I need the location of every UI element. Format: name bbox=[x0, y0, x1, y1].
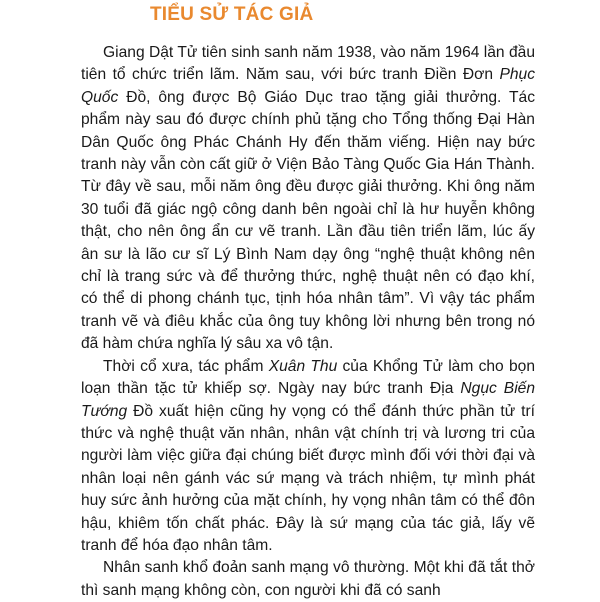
italic-title: Ngục Biến Tướng bbox=[81, 380, 535, 420]
text-segment: Giang Dật Tử tiên sinh sanh năm 1938, vào năm 1964 lần đầu tiên tổ chức triển lãm. Năm sau, với bức tranh Điền Đơn bbox=[81, 44, 535, 84]
biography-body bbox=[81, 42, 535, 602]
paragraph-2 bbox=[81, 356, 535, 558]
paragraph-1 bbox=[81, 42, 535, 356]
paragraph-3 bbox=[81, 557, 535, 602]
text-segment: của Khổng Tử làm cho bọn loạn thần tặc tử khiếp sợ. Ngày nay bức tranh Địa bbox=[81, 357, 535, 398]
text-segment: Đồ xuất hiện cũng hy vọng có thể đánh thức phần tử trí thức và nghệ thuật văn nhân, nhân vật chính trị và lương tri của người làm việc giữa đại chúng biết được mình đối với thời đại và nhân loại nên gánh vác sứ mạng và trách nhiệm, tự mình phát huy sức ảnh hưởng của mặt chính, hy vọng nhân tâm có thể đôn hậu, khiêm tốn chất phác. Đây là sứ mạng của tác giả, lấy vẽ tranh để hóa đạo nhân tâm. bbox=[81, 402, 535, 554]
text-segment: Nhân sanh khổ đoản sanh mạng vô thường. Một khi đã tắt thở thì sanh mạng không còn, con người khi đã có sanh bbox=[81, 559, 535, 599]
italic-title: Phục Quốc bbox=[81, 66, 535, 106]
text-segment: Đồ, ông được Bộ Giáo Dục trao tặng giải thưởng. Tác phẩm này sau đó được chính phủ tặng cho Tổng thống Đại Hàn Dân Quốc ông Phác Chánh Hy đến thăm viếng. Hiện nay bức tranh này vẫn còn cất giữ ở Viện Bảo Tàng Quốc Gia Hán Thành. Từ đây về sau, mỗi năm ông đều được giải thưởng. Khi ông năm 30 tuổi đã giác ngộ công danh bên ngoài chỉ là hư huyễn không thật, cho nên ông ẩn cư vẽ tranh. Lần đầu tiên triển lãm, lúc ấy ân sư là lão cư sĩ Lý Bình Nam dạy ông “nghệ thuật không nên chỉ là trang sức và để thưởng thức, nghệ thuật nên có đạo khí, có thể di phong chánh tục, tịnh hóa nhân tâm”. Vì vậy tác phẩm tranh vẽ và điêu khắc của ông tuy không lời nhưng bên trong nó đã hàm chứa nghĩa lý sâu xa vô tận. bbox=[81, 88, 535, 353]
section-title: TIỂU SỬ TÁC GIẢ bbox=[150, 4, 314, 25]
text-segment: Thời cổ xưa, tác phẩm bbox=[103, 357, 269, 375]
italic-title: Xuân Thu bbox=[268, 357, 338, 375]
